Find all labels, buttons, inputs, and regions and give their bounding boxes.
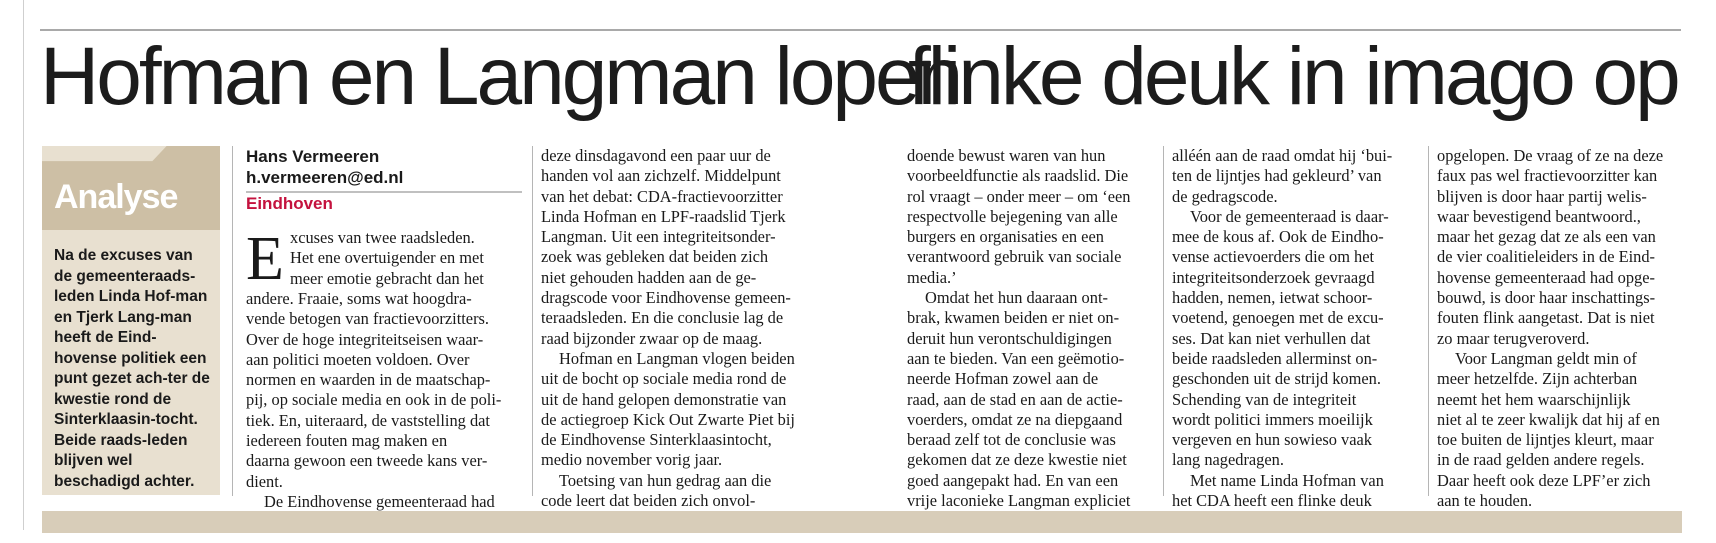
- text-line: beide raadsleden allerminst on-: [1172, 348, 1378, 368]
- text-line: rol vraagt – onder meer – om ‘een: [907, 186, 1131, 206]
- text-line: Voor Langman geldt min of: [1455, 348, 1637, 368]
- text-line: zo maar terugveroverd.: [1437, 328, 1590, 348]
- column-rule: [232, 146, 233, 496]
- page-left-edge: [23, 0, 24, 530]
- text-line: niet gehouden hadden aan de ge-: [541, 267, 757, 287]
- text-line: vense actievoerders die om het: [1172, 247, 1375, 267]
- text-line: aan politici moeten voldoen. Over: [246, 349, 470, 369]
- author-email[interactable]: h.vermeeren@ed.nl: [246, 168, 404, 187]
- text-line: de gedragscode.: [1172, 186, 1278, 206]
- article-column-2: [541, 146, 795, 511]
- text-line: Hofman en Langman vlogen beiden: [559, 348, 795, 368]
- article-column-4: [1172, 146, 1392, 511]
- text-line: vergeven en hun sowieso vaak: [1172, 430, 1372, 450]
- text-line: andere. Fraaie, soms wat hoogdra-: [246, 289, 472, 308]
- text-line: tiek. En, uiteraard, de vaststelling dat: [246, 410, 490, 430]
- headline-left: Hofman en Langman lopen: [40, 31, 961, 122]
- text-line: blijven is door haar partij welis-: [1437, 186, 1647, 206]
- text-line: meer hetzelfde. Zijn achterban: [1437, 369, 1638, 389]
- text-line: dragscode voor Eindhovense gemeen-: [541, 288, 791, 308]
- text-line: neemt het hem waarschijnlijk: [1437, 389, 1631, 409]
- text-line: fouten flink aangetast. Dat is niet: [1437, 308, 1655, 328]
- author-name: Hans Vermeeren: [246, 147, 380, 166]
- text-line: pij, op sociale media en ook in de poli-: [246, 390, 502, 410]
- text-line: Langman. Uit een integriteitsonder-: [541, 227, 776, 247]
- text-line: daarna gewoon een tweede kans ver-: [246, 451, 488, 471]
- text-line: doende bewust waren van hun: [907, 146, 1106, 165]
- text-line: Voor de gemeenteraad is daar-: [1190, 206, 1389, 226]
- text-line: beraad zelf tot de conclusie was: [907, 430, 1116, 450]
- text-line: Met name Linda Hofman van: [1190, 470, 1384, 490]
- text-line: zoek was gebleken dat beiden zich: [541, 247, 769, 267]
- text-line: wordt politici immers moeilijk: [1172, 409, 1373, 429]
- text-line: Daar heeft ook deze LPF’er zich: [1437, 470, 1651, 490]
- text-line: deze dinsdagavond een paar uur de: [541, 146, 771, 165]
- analyse-label: Analyse: [54, 178, 178, 216]
- text-line: uit de bocht op sociale media rond de: [541, 369, 787, 389]
- text-line: Toetsing van hun gedrag aan die: [559, 470, 772, 490]
- text-line: vrije laconieke Langman expliciet: [907, 491, 1131, 511]
- text-line: code leert dat beiden zich onvol-: [541, 491, 756, 511]
- text-line: voetend, genoegen met de excu-: [1172, 308, 1384, 328]
- text-line: medio november vorig jaar.: [541, 450, 723, 470]
- text-line: gekomen dat ze deze kwestie niet: [907, 450, 1127, 470]
- text-line: bouwd, is door haar inschattings-: [1437, 288, 1656, 308]
- column-rule: [532, 146, 533, 496]
- text-line: burgers en organisaties en een: [907, 227, 1104, 247]
- text-line: Over de hoge integriteitseisen waar-: [246, 329, 484, 349]
- text-line: ten de lijntjes had gekleurd’ van: [1172, 166, 1382, 186]
- text-line: handen vol aan zichzelf. Middelpunt: [541, 166, 781, 186]
- headline-right: flinke deuk in imago op: [908, 31, 1678, 122]
- text-line: iedereen fouten mag maken en: [246, 431, 448, 451]
- column-rule: [1163, 146, 1164, 496]
- text-line: toe buiten de lijntjes kleurt, maar: [1437, 430, 1654, 450]
- text-line: teraadsleden. En die conclusie lag de: [541, 308, 784, 328]
- text-line: media.’: [907, 267, 957, 287]
- text-line: mee de kous af. Ook de Eindho-: [1172, 227, 1384, 247]
- text-line: ses. Dat kan niet verhullen dat: [1172, 328, 1371, 348]
- text-line: Linda Hofman en LPF-raadslid Tjerk: [541, 206, 786, 226]
- text-line: De Eindhovense gemeenteraad had: [264, 491, 495, 511]
- text-line: van het debat: CDA-fractievoorzitter: [541, 186, 783, 206]
- text-line: neerde Hofman zowel aan de: [907, 369, 1099, 389]
- text-line: hadden, nemen, ietwat schoor-: [1172, 288, 1373, 308]
- text-line: de actiegroep Kick Out Zwarte Piet bij: [541, 409, 795, 429]
- text-line: respectvolle bejegening van alle: [907, 206, 1118, 226]
- text-line: geschonden uit de strijd komen.: [1172, 369, 1381, 389]
- text-line: verantwoord gebruik van sociale: [907, 247, 1122, 267]
- text-line: dient.: [246, 471, 283, 491]
- text-line: deruit hun verontschuldigingen: [907, 328, 1112, 348]
- text-line: alléén aan de raad omdat hij ‘bui-: [1172, 146, 1393, 165]
- text-line: de Eindhovense Sinterklaasintocht,: [541, 430, 772, 450]
- text-line: meer emotie gebracht dan het: [290, 268, 484, 288]
- article-column-5: [1437, 146, 1663, 511]
- text-line: normen en waarden in de maatschap-: [246, 370, 491, 390]
- text-line: voorbeeldfunctie als raadslid. Die: [907, 166, 1129, 186]
- article-column-1-lead: [290, 228, 484, 289]
- text-line: lang nagedragen.: [1172, 450, 1284, 470]
- text-line: maar het gezag dat ze als een van: [1437, 227, 1656, 247]
- text-line: in de raad gelden andere regels.: [1437, 450, 1645, 470]
- bottom-bar: [42, 511, 1682, 533]
- text-line: integriteitsonderzoek gevraagd: [1172, 267, 1375, 287]
- text-line: hovense gemeenteraad had opge-: [1437, 267, 1655, 287]
- text-line: faux pas wel fractievoorzitter kan: [1437, 166, 1658, 186]
- text-line: vende betogen van fractievoorzitters.: [246, 309, 490, 329]
- text-line: niet al te zeer kwalijk dat hij af en: [1437, 409, 1660, 429]
- text-line: opgelopen. De vraag of ze na deze: [1437, 146, 1664, 165]
- text-line: aan te bieden. Van een geëmotio-: [907, 348, 1125, 368]
- text-line: Omdat het hun daaraan ont-: [925, 288, 1108, 308]
- article-column-1: [246, 289, 501, 512]
- text-line: Het ene overtuigender en met: [290, 248, 484, 268]
- text-line: raad bijzonder zwaar op de maag.: [541, 328, 763, 348]
- column-rule: [1428, 146, 1429, 496]
- article-column-3: [907, 146, 1130, 511]
- text-line: Schending van de integriteit: [1172, 389, 1357, 409]
- text-line: de vier coalitieleiders in de Eind-: [1437, 247, 1656, 267]
- text-line: goed aangepakt had. En van een: [907, 470, 1119, 490]
- text-line: xcuses van twee raadsleden.: [290, 228, 475, 247]
- text-line: aan te houden.: [1437, 491, 1533, 511]
- text-line: raad, aan de stad en aan de actie-: [907, 389, 1123, 409]
- drop-cap: E: [246, 225, 284, 293]
- analyse-intro: Na de excuses van de gemeenteraads-leden Linda Hof-man en Tjerk Lang-man heeft de Eind-hovense politiek een punt gezet ach-ter de kwestie rond de Sinterklaasin-tocht. Beide raads-leden blijven wel beschadigd achter.: [54, 247, 210, 490]
- text-line: uit de hand gelopen demonstratie van: [541, 389, 787, 409]
- text-line: voerders, omdat ze na diepgaand: [907, 409, 1123, 429]
- text-line: het CDA heeft een flinke deuk: [1172, 491, 1372, 511]
- text-line: brak, kwamen beiden er niet on-: [907, 308, 1120, 328]
- text-line: waar bevestigend beantwoord.,: [1437, 206, 1641, 226]
- dateline: Eindhoven: [246, 194, 333, 213]
